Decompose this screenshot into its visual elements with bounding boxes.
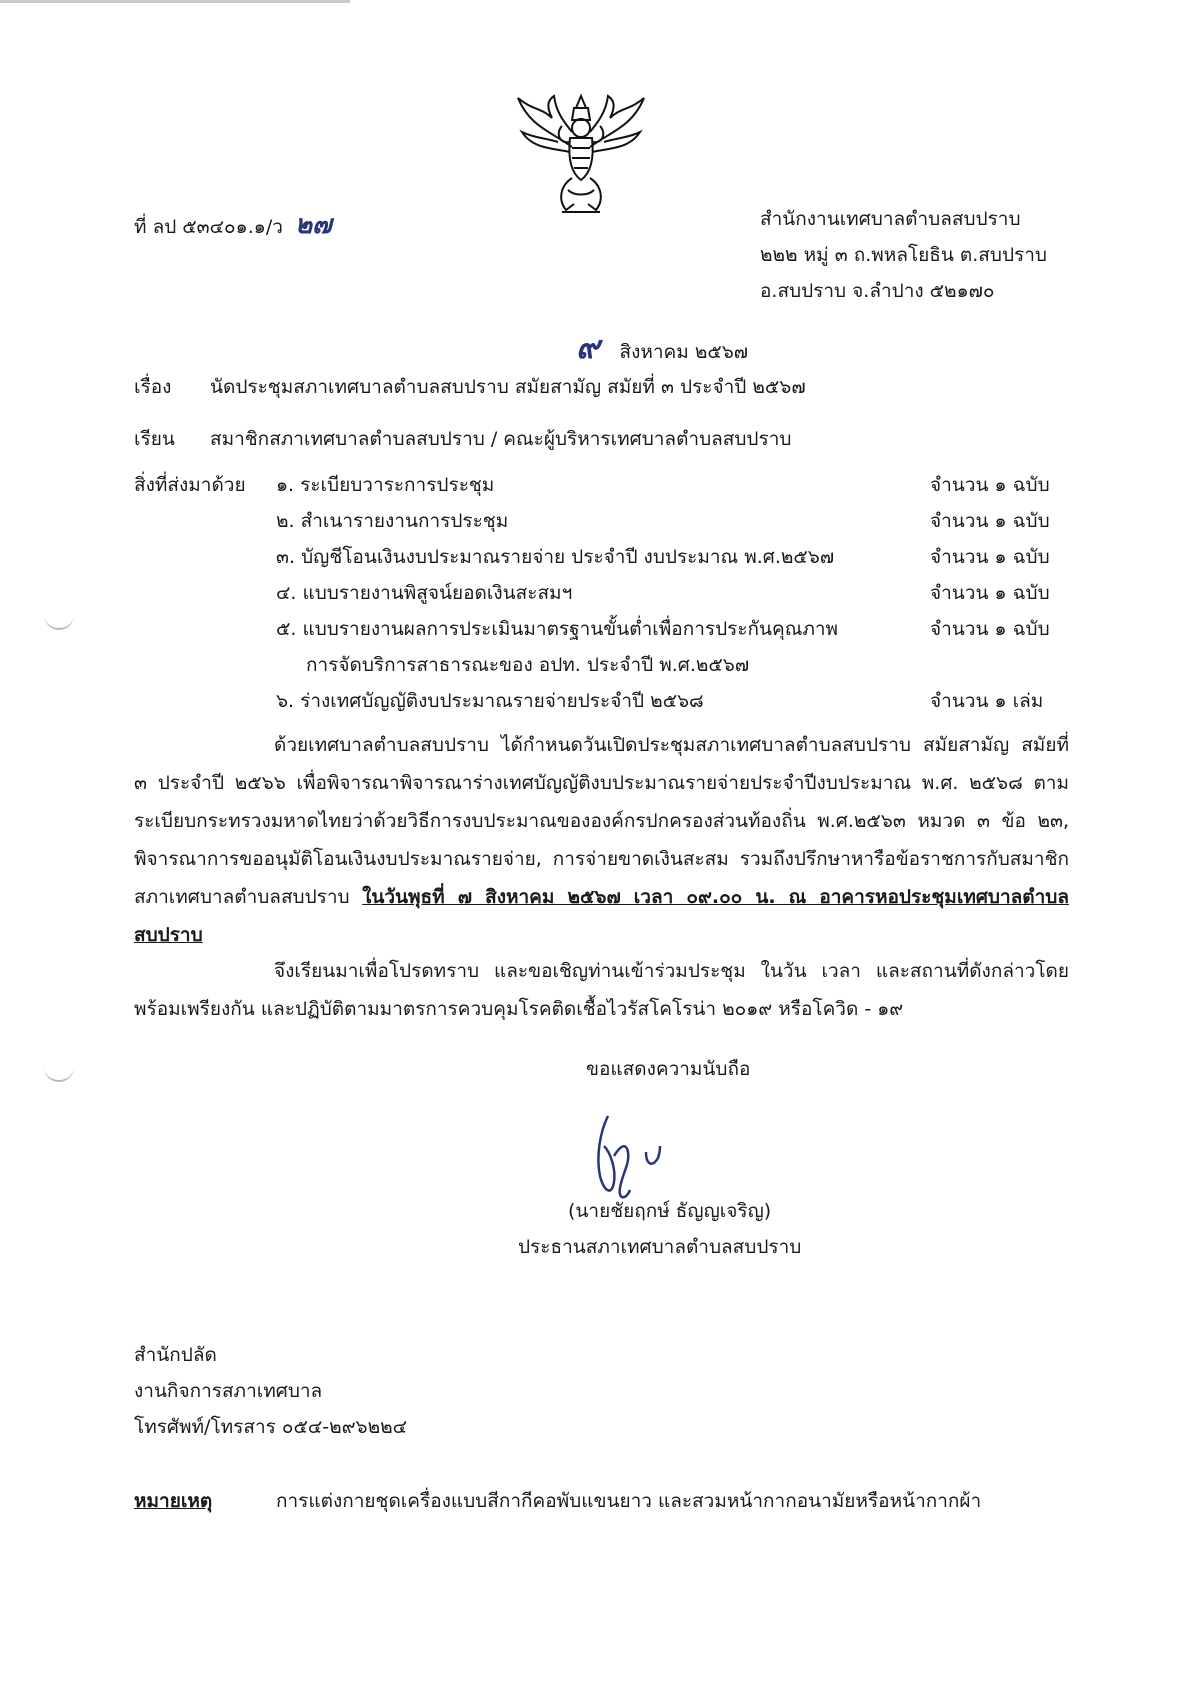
subject-text: นัดประชุมสภาเทศบาลตำบลสบปราบ สมัยสามัญ สมัยที่ ๓ ประจำปี ๒๕๖๗ xyxy=(210,376,806,398)
closing-phrase: ขอแสดงความนับถือ xyxy=(586,1058,751,1080)
reference-prefix: ที่ ลป ๕๓๔๐๑.๑/ว xyxy=(134,216,283,238)
enclosure-quantity: จำนวน ๑ เล่ม xyxy=(930,690,1044,712)
footer-line-3: โทรศัพท์/โทรสาร ๐๕๔-๒๙๖๒๒๔ xyxy=(134,1416,408,1438)
subject-label: เรื่อง xyxy=(134,376,172,398)
body-paragraph-1-text: ด้วยเทศบาลตำบลสบปราบ ได้กำหนดวันเปิดประชุมสภาเทศบาลตำบลสบปราบ สมัยสามัญ สมัยที่ ๓ ประจำปี ๒๕๖๖ เพื่อพิจารณาพิจารณาร่างเทศบัญญัติงบประมาณรายจ่ายประจำปีงบประมาณ พ.ศ. ๒๕๖๘ ตามระเบียบกระทรวงมหาดไทยว่าด้วยวิธีการงบประมาณขององค์กรปกครองส่วนท้องถิ่น พ.ศ.๒๕๖๓ หมวด ๓ ข้อ ๒๓, พิจารณาการขออนุมัติโอนเงินงบประมาณรายจ่าย, การจ่ายขาดเงินสะสม รวมถึงปรึกษาหารือข้อราชการกับสมาชิกสภาเทศบาลตำบลสบปราบ xyxy=(134,734,1069,908)
enclosure-quantity: จำนวน ๑ ฉบับ xyxy=(930,474,1050,496)
date-month-year: สิงหาคม ๒๕๖๗ xyxy=(619,341,749,363)
note-label: หมายเหตุ xyxy=(134,1490,213,1512)
enclosure-item: ๔. แบบรายงานพิสูจน์ยอดเงินสะสมฯ xyxy=(276,582,573,604)
enclosure-item: ๒. สำเนารายงานการประชุม xyxy=(276,510,509,532)
note-text: การแต่งกายชุดเครื่องแบบสีกากีคอพับแขนยาว และสวมหน้ากากอนามัยหรือหน้ากากผ้า xyxy=(276,1490,982,1512)
enclosure-item-continuation: การจัดบริการสาธารณะของ อปท. ประจำปี พ.ศ.๒๕๖๗ xyxy=(306,654,750,676)
enclosure-item: ๑. ระเบียบวาระการประชุม xyxy=(276,474,495,496)
enclosure-quantity: จำนวน ๑ ฉบับ xyxy=(930,510,1050,532)
enclosure-item: ๕. แบบรายงานผลการประเมินมาตรฐานขั้นต่ำเพื่อการประกันคุณภาพ xyxy=(276,618,839,640)
enclosure-quantity: จำนวน ๑ ฉบับ xyxy=(930,546,1050,568)
date-day-handwritten: ๙ xyxy=(576,328,600,366)
enclosure-item: ๓. บัญชีโอนเงินงบประมาณรายจ่าย ประจำปี งบประมาณ พ.ศ.๒๕๖๗ xyxy=(276,546,835,568)
enclosure-label: สิ่งที่ส่งมาด้วย xyxy=(134,474,246,496)
reference-number xyxy=(134,204,332,245)
office-line-1: สำนักงานเทศบาลตำบลสบปราบ xyxy=(760,208,1021,230)
enclosure-quantity: จำนวน ๑ ฉบับ xyxy=(930,582,1050,604)
letter-date xyxy=(576,322,748,373)
addressee-label: เรียน xyxy=(134,428,175,450)
signer-name: (นายชัยฤกษ์ ธัญญเจริญ) xyxy=(568,1200,772,1222)
enclosure-quantity: จำนวน ๑ ฉบับ xyxy=(930,618,1050,640)
reference-handwritten-number: ๒๗ xyxy=(294,210,332,240)
office-line-2: ๒๒๒ หมู่ ๓ ถ.พหลโยธิน ต.สบปราบ xyxy=(760,244,1047,266)
punch-hole-mark xyxy=(44,1066,74,1082)
footer-line-2: งานกิจการสภาเทศบาล xyxy=(134,1380,323,1402)
body-paragraph-2: จึงเรียนมาเพื่อโปรดทราบ และขอเชิญท่านเข้าร่วมประชุม ในวัน เวลา และสถานที่ดังกล่าวโดยพร้อมเพรียงกัน และปฏิบัติตามมาตรการควบคุมโรคติดเชื้อไวรัสโคโรน่า ๒๐๑๙ หรือโควิด - ๑๙ xyxy=(134,960,1069,1020)
meeting-date-venue: ในวันพุธที่ ๗ สิงหาคม ๒๕๖๗ เวลา ๐๙.๐๐ น. ณ อาคารหอประชุมเทศบาลตำบลสบปราบ xyxy=(134,886,1069,946)
addressee-text: สมาชิกสภาเทศบาลตำบลสบปราบ / คณะผู้บริหารเทศบาลตำบลสบปราบ xyxy=(210,428,792,450)
handwritten-signature xyxy=(590,1112,680,1202)
scan-edge-line xyxy=(0,0,350,3)
footer-line-1: สำนักปลัด xyxy=(134,1344,217,1366)
garuda-emblem xyxy=(512,92,650,218)
signer-title: ประธานสภาเทศบาลตำบลสบปราบ xyxy=(518,1236,802,1258)
enclosure-item: ๖. ร่างเทศบัญญัติงบประมาณรายจ่ายประจำปี ๒๕๖๘ xyxy=(276,690,704,712)
punch-hole-mark xyxy=(44,614,74,630)
office-line-3: อ.สบปราบ จ.ลำปาง ๕๒๑๗๐ xyxy=(760,280,995,302)
body-paragraph-1 xyxy=(134,726,1069,954)
